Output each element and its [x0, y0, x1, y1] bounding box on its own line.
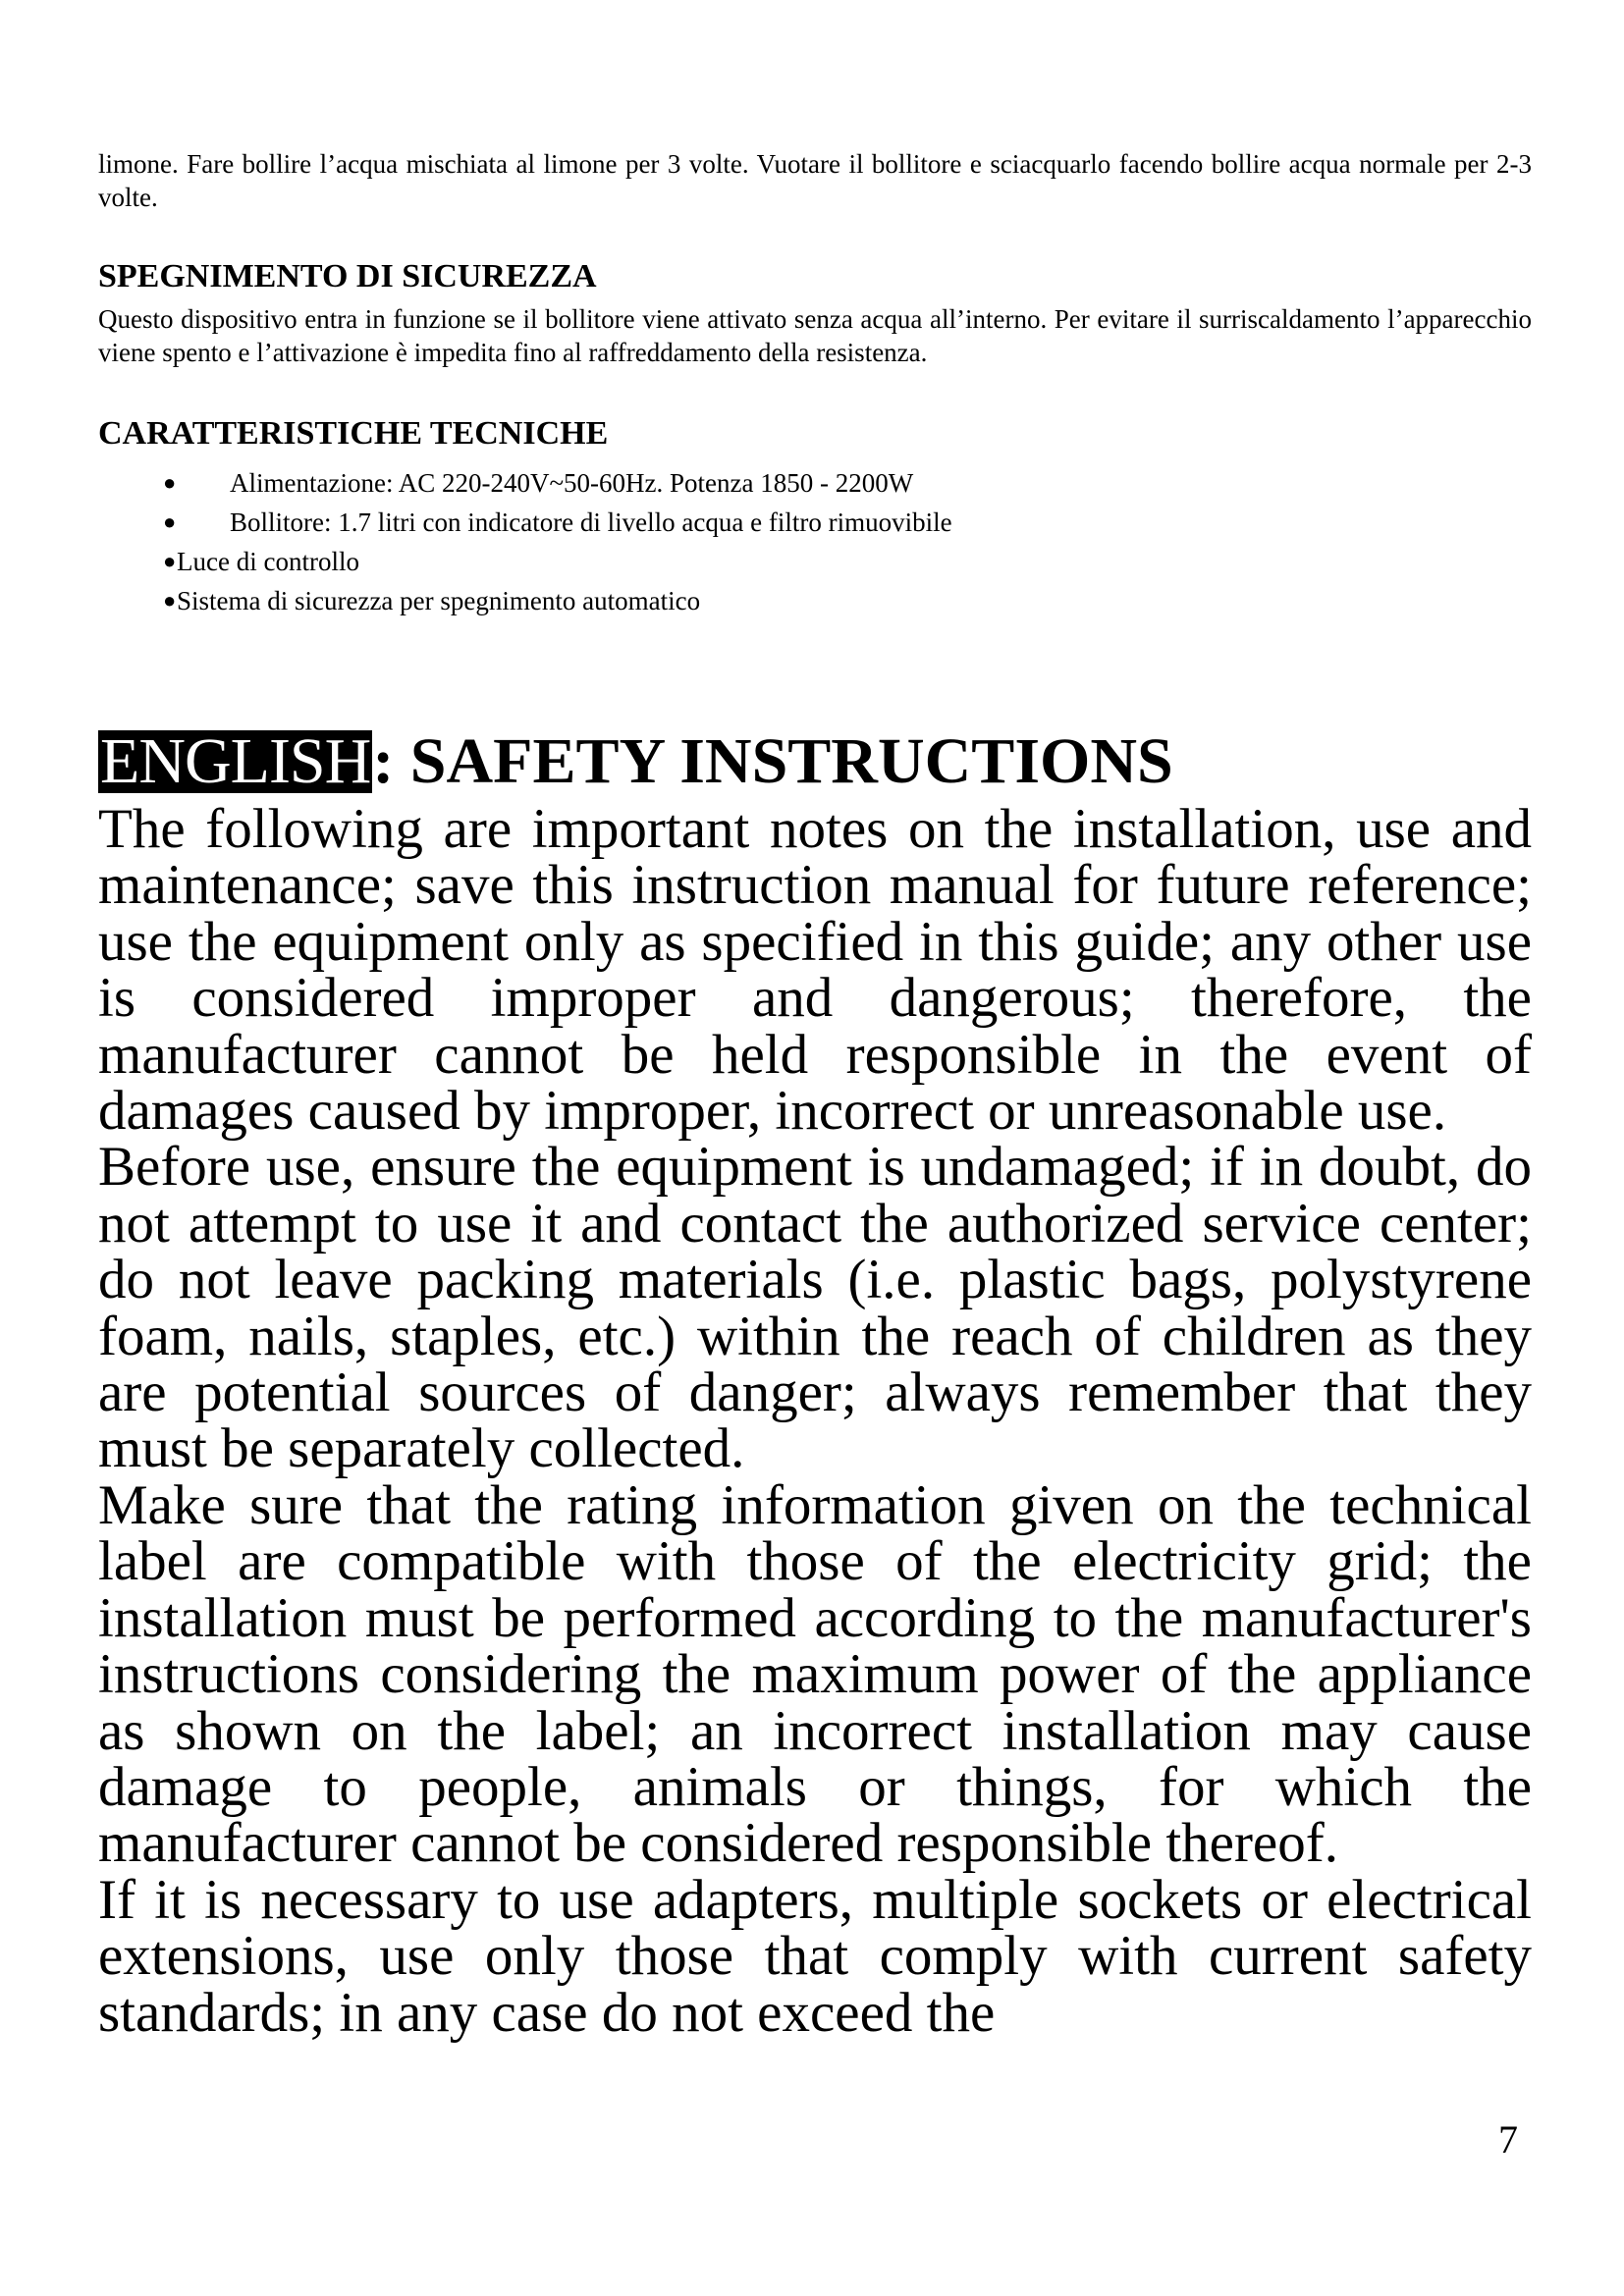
technical-specs-heading: CARATTERISTICHE TECNICHE — [98, 415, 609, 452]
italian-continued-paragraph: limone. Fare bollire l’acqua mischiata al limone per 3 volte. Vuotare il bollitore e sciacquarlo facendo bollire acqua normale per 2-3 volte. — [98, 149, 1532, 212]
safety-shutdown-heading: SPEGNIMENTO DI SICUREZZA — [98, 258, 597, 294]
english-paragraph-usage-notes: The following are important notes on the installation, use and maintenance; save this instruction manual for future reference; use the equipment only as specified in this guide; any other use is considered improper and dangerous; therefore, the manufacturer cannot be held responsible in the event of damages caused by improper, incorrect or unreasonable use. — [98, 798, 1532, 1143]
spec-item: ● Luce di controllo — [98, 542, 1532, 581]
page-content — [98, 147, 1532, 2044]
bullet-icon: ● — [163, 549, 177, 573]
spec-item: ● Sistema di sicurezza per spegnimento automatico — [98, 581, 1532, 620]
english-paragraph-adapters: If it is necessary to use adapters, multiple sockets or electrical extensions, use only those that comply with current safety standards; in any case do not exceed the — [98, 1868, 1532, 2044]
english-section-heading — [98, 722, 1532, 801]
english-paragraph-before-use: Before use, ensure the equipment is undamaged; if in doubt, do not attempt to use it and contact the authorized service center; do not leave packing materials (i.e. plastic bags, polystyrene foam, nails, staples, etc.) within the reach of children as they are potential sources of danger; always remember that they must be separately collected. — [98, 1136, 1532, 1480]
spec-item: ● Alimentazione: AC 220-240V~50-60Hz. Potenza 1850 - 2200W — [98, 463, 1532, 503]
safety-shutdown-text: Questo dispositivo entra in funzione se il bollitore viene attivato senza acqua all’interno. Per evitare il surriscaldamento l’apparecchio viene spento e l’attivazione è impedita fino al raffreddamento della resistenza. — [98, 304, 1532, 367]
bullet-icon: ● — [163, 509, 177, 534]
technical-specs-list — [98, 463, 1532, 620]
spec-item: ● Bollitore: 1.7 litri con indicatore di livello acqua e filtro rimuovibile — [98, 503, 1532, 542]
bullet-icon: ● — [163, 470, 177, 495]
page-number: 7 — [1498, 2117, 1518, 2162]
bullet-icon: ● — [163, 588, 177, 613]
english-heading-title: : SAFETY INSTRUCTIONS — [372, 725, 1173, 797]
language-label: ENGLISH — [100, 725, 371, 797]
english-paragraph-rating-info: Make sure that the rating information given on the technical label are compatible with those of the electricity grid; the installation must be performed according to the manufacturer's instructions considering the maximum power of the appliance as shown on the label; an incorrect installation may cause damage to people, animals or things, for which the manufacturer cannot be considered responsible thereof. — [98, 1473, 1532, 1875]
